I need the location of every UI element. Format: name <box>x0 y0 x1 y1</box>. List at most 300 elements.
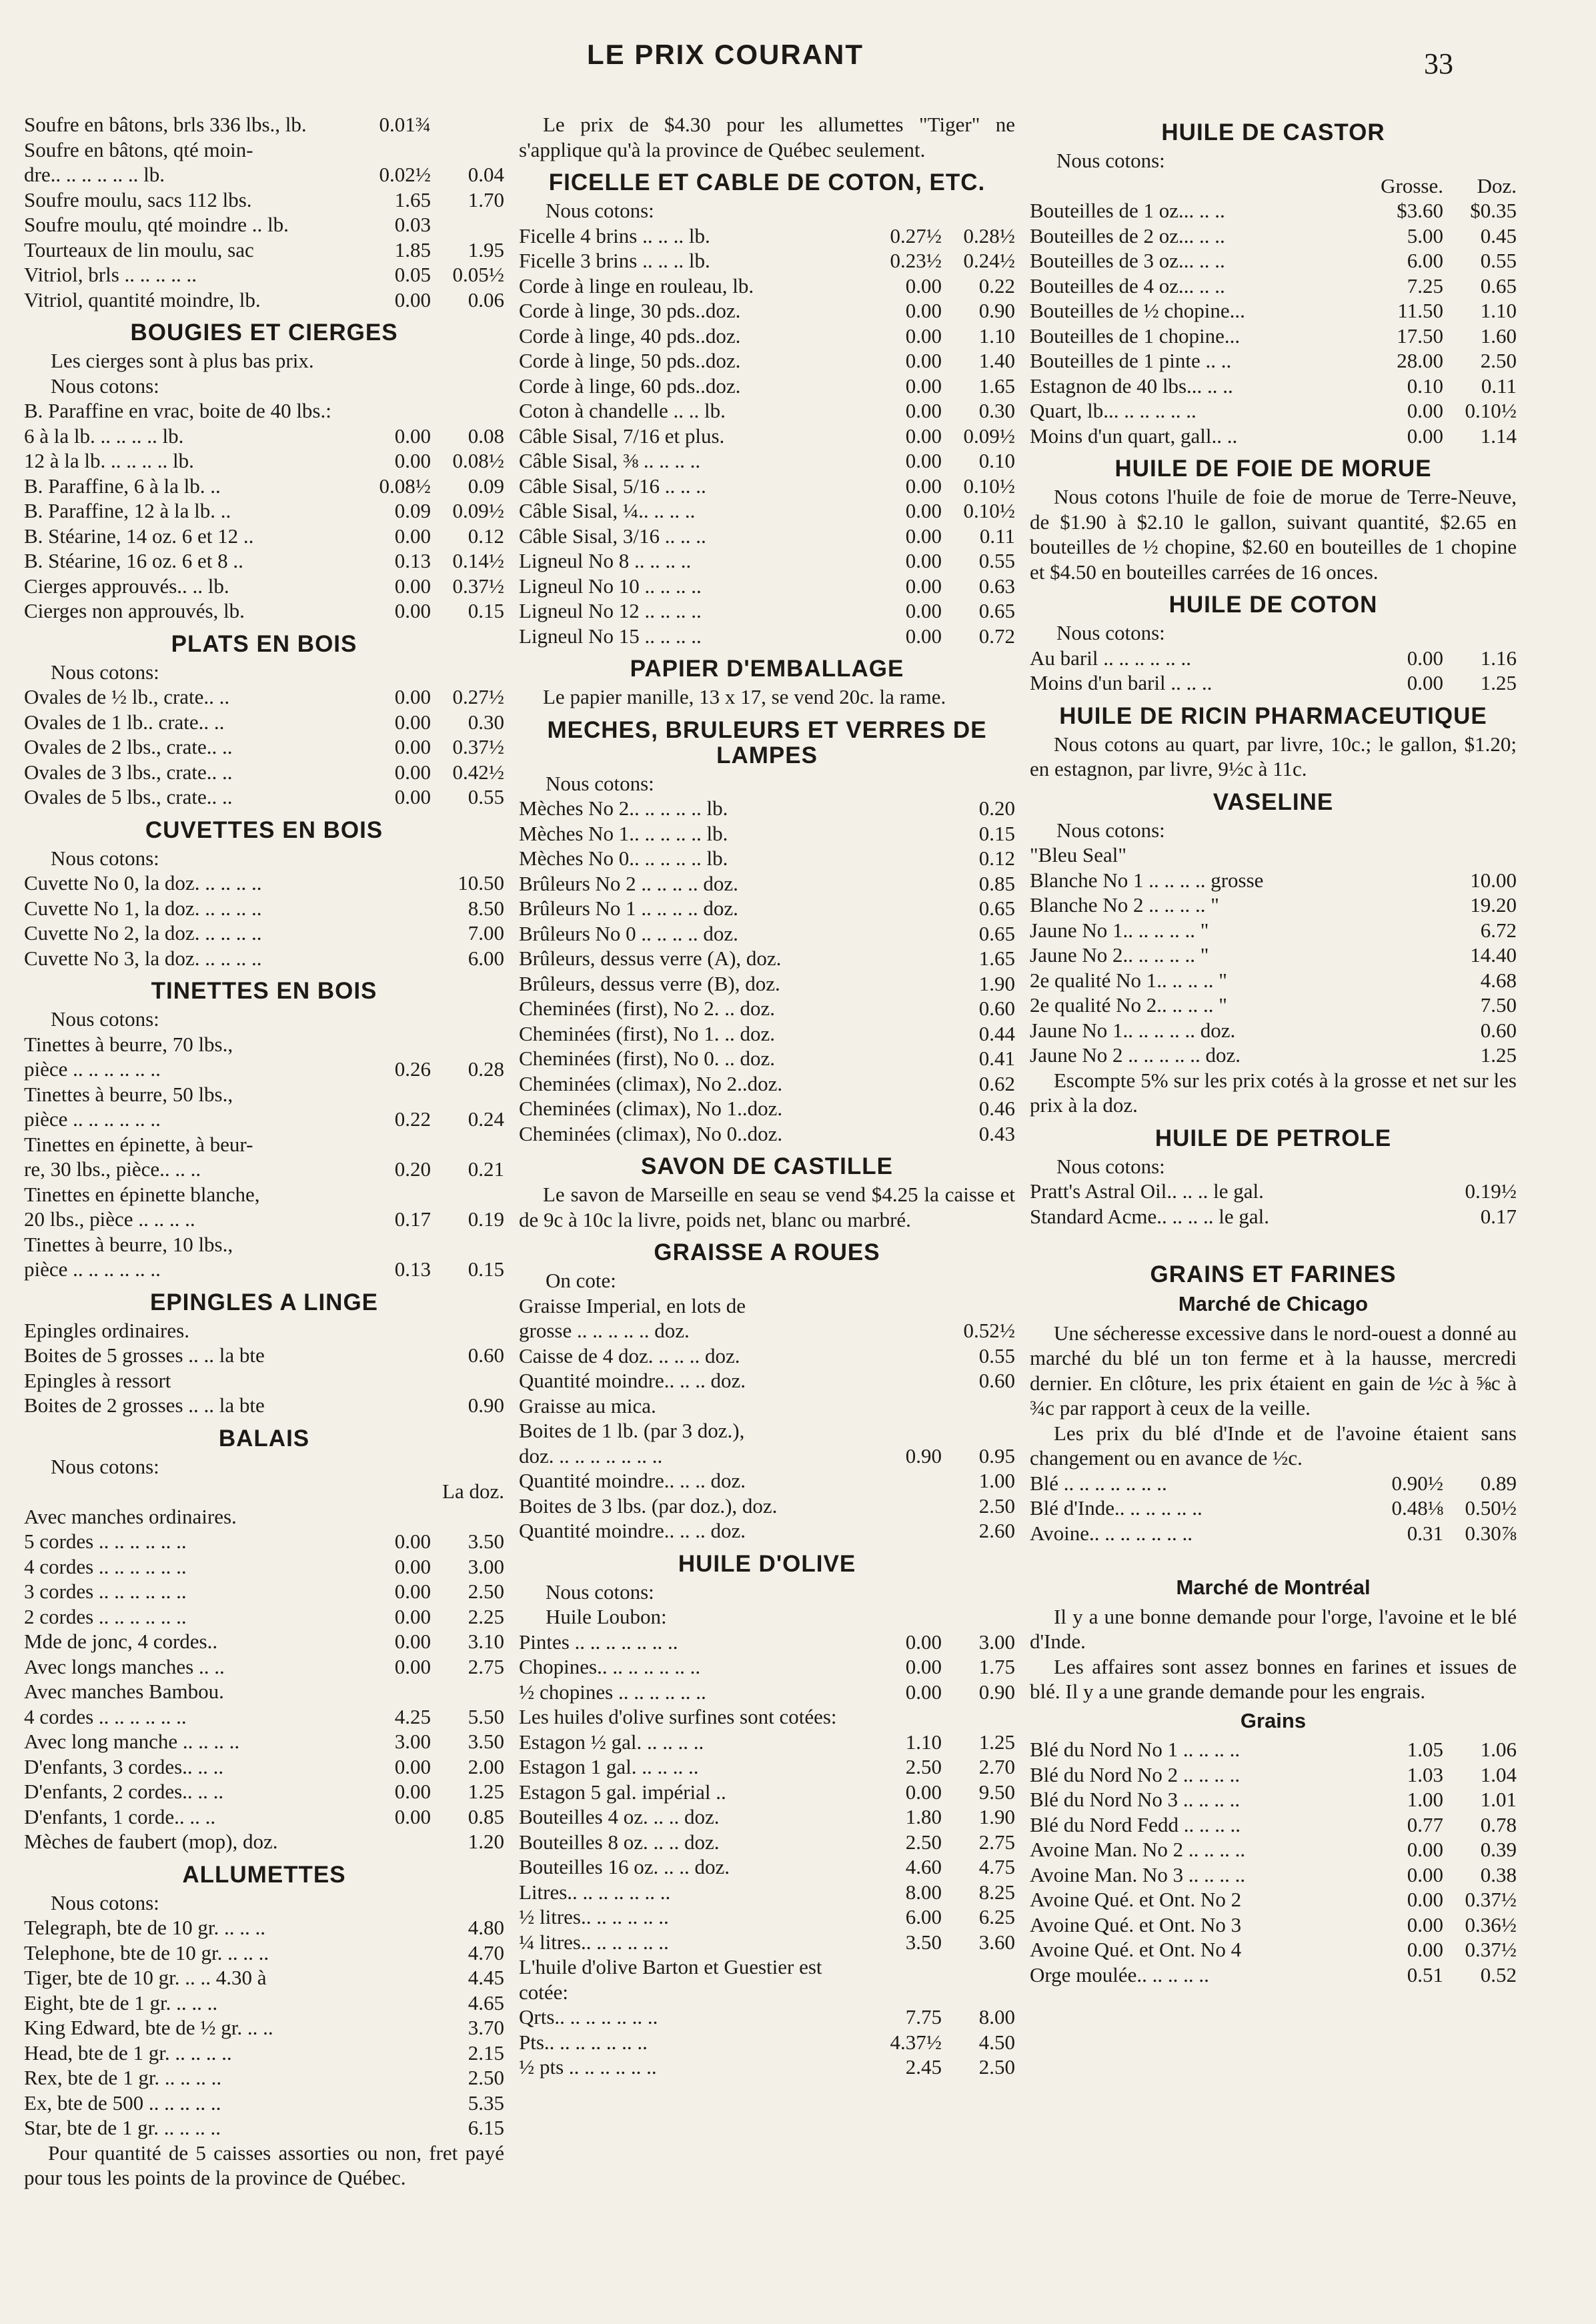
section-heading: HUILE DE CASTOR <box>1161 119 1385 145</box>
price-row <box>519 871 1015 897</box>
item-label: ½ litres.. .. .. .. .. .. <box>519 1905 669 1928</box>
price-row <box>24 2015 504 2041</box>
item-price: 7.50 <box>1480 993 1517 1017</box>
price-row <box>24 1829 504 1854</box>
price-column-header <box>1030 173 1517 199</box>
price-column-label: Grosse. <box>1381 173 1443 197</box>
price-row <box>1030 298 1517 324</box>
item-price: 5.00 <box>1407 223 1443 247</box>
item-price <box>1370 1179 1443 1204</box>
item-label: Bouteilles de 1 chopine... <box>1030 324 1241 348</box>
item-price: 0.09½ <box>963 424 1015 448</box>
item-price <box>1370 943 1443 968</box>
item-label: Au baril .. .. .. .. .. .. <box>1030 646 1191 670</box>
item-price: 0.09 <box>468 474 504 498</box>
intro-line: Nous cotons: <box>51 846 159 870</box>
item-label: Ovales de 3 lbs., crate.. .. <box>24 760 233 784</box>
item-label: Pintes .. .. .. .. .. .. .. <box>519 1630 678 1654</box>
item-label: Coton à chandelle .. .. lb. <box>519 399 726 422</box>
item-price: 0.00 <box>394 1754 431 1778</box>
section-heading: PLATS EN BOIS <box>171 630 357 657</box>
item-price: 2.00 <box>468 1754 504 1778</box>
item-price: 0.00 <box>394 1580 431 1603</box>
price-row <box>1030 198 1517 223</box>
paragraph: Pour quantité de 5 caisses assorties ou non, fret payé pour tous les points de la province de Québec. <box>24 2141 504 2189</box>
price-row <box>1030 374 1517 399</box>
item-label: dre.. .. .. .. .. .. lb. <box>24 163 165 186</box>
price-row <box>1030 398 1517 424</box>
item-price: 14.40 <box>1470 943 1517 967</box>
item-label: Graisse Imperial, en lots de <box>519 1293 746 1317</box>
item-price <box>357 921 431 946</box>
item-price: 0.00 <box>905 324 942 348</box>
item-price: 0.00 <box>905 374 942 398</box>
item-price: 0.00 <box>1407 1838 1443 1861</box>
item-price: 0.00 <box>905 599 942 622</box>
item-price: 0.28 <box>468 1057 504 1081</box>
item-price: 0.30⅞ <box>1465 1521 1517 1545</box>
price-row <box>519 223 1015 249</box>
item-price: 0.10½ <box>1465 399 1517 422</box>
price-row <box>1030 1787 1517 1812</box>
item-price: 10.50 <box>458 871 504 895</box>
item-price: 0.08½ <box>379 474 431 498</box>
item-price: $3.60 <box>1397 199 1443 222</box>
price-row <box>1030 1179 1517 1204</box>
price-row <box>519 2004 1015 2030</box>
market-subheading: Grains <box>1240 1708 1307 1732</box>
price-row <box>24 1257 504 1282</box>
item-label: Avoine Qué. et Ont. No 2 <box>1030 1888 1242 1911</box>
item-price <box>868 1368 942 1393</box>
price-row <box>519 1343 1015 1369</box>
price-row <box>519 574 1015 599</box>
item-label: Ex, bte de 500 .. .. .. .. .. <box>24 2091 221 2115</box>
item-price <box>357 2065 431 2091</box>
item-label: Boites de 5 grosses .. .. la bte <box>24 1343 265 1367</box>
paragraph: Une sécheresse excessive dans le nord-ouest a donné au marché du blé un ton ferme et à la hausse, mercredi dernier. En clôture, les prix étaient en gain de ½c à ⅝c à ¾c par rapport à ceux de la veille. <box>1030 1321 1517 1419</box>
price-row <box>519 1704 1015 1730</box>
price-row <box>1030 993 1517 1018</box>
item-label: Boites de 1 lb. (par 3 doz.), <box>519 1419 745 1442</box>
price-row <box>24 1368 504 1393</box>
price-row <box>24 1082 504 1107</box>
item-price <box>868 1494 942 1519</box>
price-column-label <box>357 1479 431 1504</box>
price-row <box>24 448 504 474</box>
item-price <box>868 821 942 846</box>
item-label: Tiger, bte de 10 gr. .. .. 4.30 à <box>24 1966 267 1989</box>
column-3 <box>1030 112 1517 1987</box>
item-price: 8.00 <box>905 1880 942 1904</box>
price-row <box>519 1904 1015 1930</box>
price-row <box>519 448 1015 474</box>
price-row <box>24 212 504 237</box>
item-label: Jaune No 2 .. .. .. .. .. doz. <box>1030 1043 1241 1067</box>
item-label: Quantité moindre.. .. .. doz. <box>519 1369 746 1392</box>
price-row <box>519 896 1015 921</box>
item-price: 1.25 <box>1480 1043 1517 1067</box>
price-row <box>24 1504 504 1530</box>
item-price: 0.00 <box>905 299 942 322</box>
price-row <box>519 324 1015 349</box>
item-label: D'enfants, 2 cordes.. .. .. <box>24 1780 224 1803</box>
item-price: 1.40 <box>978 349 1015 372</box>
paragraph: Il y a une bonne demande pour l'orge, l'avoine et le blé d'Inde. <box>1030 1604 1517 1653</box>
item-price: 0.19½ <box>1465 1179 1517 1203</box>
item-label: Câble Sisal, 7/16 et plus. <box>519 424 725 448</box>
item-price: 1.03 <box>1407 1762 1443 1786</box>
item-label: Cheminées (climax), No 1..doz. <box>519 1097 783 1120</box>
section-heading: BOUGIES ET CIERGES <box>130 320 398 346</box>
item-price <box>868 896 942 921</box>
item-price: 0.19 <box>468 1207 504 1231</box>
section-heading: HUILE DE RICIN PHARMACEUTIQUE <box>1059 702 1487 729</box>
item-label: Blanche No 1 .. .. .. .. grosse <box>1030 868 1264 892</box>
item-price <box>1370 993 1443 1018</box>
item-price <box>1370 1043 1443 1068</box>
item-label: Cheminées (climax), No 2..doz. <box>519 1071 783 1095</box>
item-label: Tourteaux de lin moulu, sac <box>24 237 254 261</box>
item-label: Tinettes en épinette blanche, <box>24 1182 260 1206</box>
section-heading: HUILE DE PETROLE <box>1154 1125 1392 1151</box>
item-price: 0.22 <box>394 1107 431 1131</box>
paragraph: Nous cotons au quart, par livre, 10c.; le gallon, $1.20; en estagnon, par livre, 9½c à 11c. <box>1030 732 1517 780</box>
price-row <box>519 248 1015 273</box>
price-row <box>519 1368 1015 1393</box>
item-price: 1.65 <box>394 187 431 211</box>
item-price: 0.00 <box>1407 1862 1443 1886</box>
price-row <box>519 1071 1015 1097</box>
item-price: 8.00 <box>978 2005 1015 2028</box>
item-price: 0.89 <box>1480 1471 1517 1495</box>
section-heading: CUVETTES EN BOIS <box>145 816 383 843</box>
price-row <box>1030 1912 1517 1938</box>
price-row <box>519 298 1015 324</box>
item-price: 0.00 <box>1407 1912 1443 1936</box>
item-price: 0.15 <box>468 1257 504 1281</box>
item-price: 0.00 <box>905 1780 942 1804</box>
section-heading: VASELINE <box>1213 788 1334 815</box>
price-row <box>519 1654 1015 1680</box>
item-price: 1.65 <box>978 374 1015 398</box>
item-price <box>357 2091 431 2116</box>
market-subheading: Marché de Chicago <box>1178 1292 1369 1315</box>
price-row <box>24 237 504 263</box>
item-label: Corde à linge en rouleau, lb. <box>519 273 754 298</box>
item-price: 1.90 <box>978 1805 1015 1828</box>
item-label: Ficelle 4 brins .. .. .. lb. <box>519 223 710 247</box>
item-price: $0.35 <box>1470 199 1517 222</box>
item-label: Jaune No 1.. .. .. .. .. doz. <box>1030 1018 1236 1042</box>
price-column-label: Doz. <box>1477 173 1517 197</box>
section-heading: TINETTES EN BOIS <box>151 978 377 1004</box>
item-price: 2.15 <box>468 2041 504 2065</box>
item-price: 0.03 <box>394 213 431 236</box>
item-price: 0.55 <box>1480 249 1517 272</box>
item-label: Orge moulée.. .. .. .. .. <box>1030 1962 1209 1986</box>
item-price: 0.28½ <box>963 223 1015 247</box>
item-label: L'huile d'olive Barton et Guestier est <box>519 1955 822 1978</box>
price-row <box>519 1830 1015 1855</box>
item-price: 3.00 <box>978 1630 1015 1654</box>
item-price: 4.45 <box>468 1966 504 1989</box>
intro-line: Nous cotons: <box>51 660 159 684</box>
item-price: 0.24½ <box>963 249 1015 272</box>
item-label: Boites de 3 lbs. (par doz.), doz. <box>519 1494 778 1518</box>
item-price: 4.75 <box>978 1855 1015 1878</box>
price-row <box>1030 1521 1517 1546</box>
item-price: 0.00 <box>394 760 431 784</box>
item-label: Mde de jonc, 4 cordes.. <box>24 1630 218 1653</box>
item-price <box>357 2041 431 2066</box>
item-price: 1.14 <box>1480 424 1517 448</box>
item-label: Bouteilles de 1 pinte .. .. <box>1030 349 1232 372</box>
price-row <box>519 1494 1015 1519</box>
price-row <box>24 162 504 187</box>
item-price: 0.10½ <box>963 474 1015 498</box>
section-heading: MECHES, BRULEURS ET VERRES DE LAMPES <box>547 716 987 768</box>
item-label: Bouteilles de 2 oz... .. .. <box>1030 223 1225 247</box>
item-price: 1.00 <box>978 1469 1015 1492</box>
item-price: 0.00 <box>394 1804 431 1828</box>
item-price: 1.01 <box>1480 1788 1517 1811</box>
item-label: Câble Sisal, 5/16 .. .. .. <box>519 474 706 498</box>
item-price: 2.75 <box>468 1654 504 1678</box>
price-row <box>519 1680 1015 1705</box>
item-label: B. Paraffine, 6 à la lb. .. <box>24 474 221 498</box>
price-row <box>519 1980 1015 2005</box>
item-label: Blé du Nord No 2 .. .. .. .. <box>1030 1762 1241 1786</box>
item-price: 0.00 <box>905 549 942 572</box>
section-heading: GRAISSE A ROUES <box>654 1239 880 1265</box>
item-price: 17.50 <box>1397 324 1443 348</box>
item-label: Graisse au mica. <box>519 1393 656 1417</box>
item-price: 0.51 <box>1407 1962 1443 1986</box>
price-row <box>24 1704 504 1730</box>
price-row <box>519 2030 1015 2055</box>
item-label: Ficelle 3 brins .. .. .. lb. <box>519 249 710 272</box>
price-row <box>24 187 504 213</box>
price-row <box>519 1930 1015 1955</box>
item-price: 0.60 <box>468 1343 504 1367</box>
item-price: 0.00 <box>394 735 431 758</box>
item-price: 4.65 <box>468 1990 504 2014</box>
item-label: Litres.. .. .. .. .. .. .. <box>519 1880 671 1904</box>
item-label: grosse .. .. .. .. .. doz. <box>519 1319 690 1342</box>
item-price: 0.78 <box>1480 1812 1517 1836</box>
price-row <box>24 1629 504 1654</box>
intro-line: Nous cotons: <box>546 1580 654 1604</box>
item-price: 0.17 <box>1480 1204 1517 1228</box>
item-price: 0.08 <box>468 424 504 448</box>
item-label: Caisse de 4 doz. .. .. .. doz. <box>519 1343 740 1367</box>
price-row <box>1030 918 1517 943</box>
item-label: Blanche No 2 .. .. .. .. " <box>1030 893 1219 917</box>
item-label: 3 cordes .. .. .. .. .. .. <box>24 1580 187 1603</box>
price-row <box>24 1915 504 1940</box>
price-row <box>24 784 504 810</box>
item-price <box>868 921 942 947</box>
item-price: 0.00 <box>905 273 942 298</box>
price-row <box>519 1518 1015 1544</box>
item-price: 0.00 <box>394 685 431 708</box>
item-price: 0.90 <box>905 1443 942 1468</box>
price-row <box>24 1232 504 1257</box>
item-price: 0.46 <box>978 1097 1015 1120</box>
price-row <box>24 474 504 499</box>
item-label: Ovales de 2 lbs., crate.. .. <box>24 735 233 758</box>
price-row <box>519 996 1015 1021</box>
item-label: Avoine Man. No 2 .. .. .. .. <box>1030 1838 1246 1861</box>
price-row <box>519 1293 1015 1319</box>
price-row <box>1030 646 1517 671</box>
price-row <box>24 710 504 735</box>
item-price <box>357 896 431 921</box>
item-price: 0.23½ <box>890 249 942 272</box>
item-label: Soufre en bâtons, brls 336 lbs., lb. <box>24 113 307 136</box>
section-heading: ALLUMETTES <box>182 1861 346 1888</box>
item-price <box>868 1046 942 1071</box>
item-label: Estagon 5 gal. impérial .. <box>519 1780 726 1804</box>
price-row <box>24 2041 504 2066</box>
price-row <box>1030 968 1517 993</box>
item-price: 0.77 <box>1407 1812 1443 1836</box>
item-label: Estagnon de 40 lbs... .. .. <box>1030 374 1233 398</box>
item-price: 4.50 <box>978 2030 1015 2054</box>
price-row <box>1030 943 1517 968</box>
market-subheading: Marché de Montréal <box>1176 1576 1371 1599</box>
item-label: Avoine.. .. .. .. .. .. .. <box>1030 1521 1192 1545</box>
item-label: Cuvette No 3, la doz. .. .. .. .. <box>24 946 262 970</box>
price-row <box>24 1554 504 1580</box>
item-price <box>1370 918 1443 943</box>
price-row <box>24 1804 504 1830</box>
item-price: 0.02½ <box>379 163 431 186</box>
item-price: 2.50 <box>978 2055 1015 2079</box>
item-label: ½ chopines .. .. .. .. .. .. <box>519 1680 706 1704</box>
item-price: 1.95 <box>468 237 504 261</box>
item-price: 11.50 <box>1397 299 1443 322</box>
price-row <box>1030 424 1517 449</box>
item-label: Brûleurs, dessus verre (B), doz. <box>519 971 780 995</box>
item-price: 0.24 <box>468 1107 504 1131</box>
item-price: 0.00 <box>394 1780 431 1803</box>
price-row <box>1030 670 1517 696</box>
price-row <box>519 1096 1015 1121</box>
price-row <box>24 524 504 549</box>
item-label: Pts.. .. .. .. .. .. .. <box>519 2030 648 2054</box>
paragraph: Le prix de $4.30 pour les allumettes "Tiger" ne s'applique qu'à la province de Québec seulement. <box>519 113 1015 161</box>
intro-line: On cote: <box>546 1269 616 1292</box>
item-label: Soufre en bâtons, qté moin- <box>24 137 253 161</box>
item-price: 0.00 <box>394 785 431 808</box>
price-row <box>24 1529 504 1554</box>
item-price: 2.50 <box>468 2066 504 2089</box>
price-row <box>24 684 504 710</box>
price-row <box>24 1779 504 1804</box>
item-price: 0.00 <box>394 1604 431 1628</box>
item-price <box>868 1021 942 1047</box>
item-label: D'enfants, 1 corde.. .. .. <box>24 1804 216 1828</box>
item-label: Blé du Nord Fedd .. .. .. .. <box>1030 1812 1241 1836</box>
item-price <box>431 112 504 137</box>
item-price: 0.04 <box>468 163 504 186</box>
item-price: 2.25 <box>468 1604 504 1628</box>
item-label: Soufre moulu, sacs 112 lbs. <box>24 187 252 211</box>
item-label: Quantité moindre.. .. .. doz. <box>519 1469 746 1492</box>
price-row <box>519 524 1015 549</box>
item-label: Câble Sisal, ⅜ .. .. .. .. <box>519 449 701 472</box>
price-row <box>24 1182 504 1207</box>
price-row <box>24 1754 504 1780</box>
item-price <box>868 1318 942 1343</box>
item-price: 1.80 <box>905 1805 942 1828</box>
item-price: 0.37½ <box>452 735 504 758</box>
item-label: Corde à linge, 30 pds..doz. <box>519 299 741 322</box>
price-row <box>1030 1762 1517 1788</box>
item-price: 3.00 <box>394 1730 431 1753</box>
paragraph: Nous cotons l'huile de foie de morue de Terre-Neuve, de $1.90 à $2.10 le gallon, suivant quantité, $2.65 en bouteilles de ½ chopine, $2.60 en bouteilles de 1 chopine et $4.50 en bouteilles carrées de 16 onces. <box>1030 485 1517 584</box>
item-price: 0.39 <box>1480 1838 1517 1861</box>
item-price: 0.43 <box>978 1121 1015 1145</box>
page-number: 33 <box>1424 47 1453 80</box>
item-price: 2.70 <box>978 1755 1015 1778</box>
item-label: Avoine Man. No 3 .. .. .. .. <box>1030 1862 1246 1886</box>
item-label: Jaune No 1.. .. .. .. .. " <box>1030 918 1209 942</box>
item-price: 0.90 <box>978 299 1015 322</box>
section-heading: EPINGLES A LINGE <box>149 1289 379 1315</box>
price-row <box>1030 1962 1517 1988</box>
price-row <box>519 1854 1015 1880</box>
price-row <box>24 760 504 785</box>
item-price: 3.70 <box>468 2016 504 2039</box>
price-row <box>519 971 1015 997</box>
intro-line: Nous cotons: <box>1056 1154 1165 1178</box>
item-label: Cheminées (first), No 2. .. doz. <box>519 997 775 1020</box>
item-price: 0.00 <box>394 287 431 312</box>
price-row <box>1030 1837 1517 1862</box>
price-row <box>1030 1937 1517 1962</box>
item-price: 1.10 <box>978 324 1015 348</box>
price-row <box>24 1393 504 1418</box>
item-price: 0.30 <box>468 710 504 734</box>
price-row <box>24 424 504 449</box>
item-label: Câble Sisal, ¼.. .. .. .. <box>519 499 696 522</box>
item-price <box>868 1518 942 1544</box>
item-price: 6.72 <box>1480 918 1517 942</box>
price-row <box>24 896 504 921</box>
price-row <box>24 1604 504 1630</box>
item-price: 4.37½ <box>890 2030 942 2054</box>
item-label: Blé du Nord No 1 .. .. .. .. <box>1030 1738 1241 1761</box>
item-label: Cuvette No 1, la doz. .. .. .. .. <box>24 896 262 920</box>
item-price: 2.50 <box>905 1755 942 1778</box>
item-price <box>357 1915 431 1940</box>
item-label: Standard Acme.. .. .. .. le gal. <box>1030 1204 1269 1228</box>
item-price: 0.00 <box>1407 399 1443 422</box>
item-label: 6 à la lb. .. .. .. .. lb. <box>24 424 184 448</box>
intro-line: Nous cotons: <box>1056 621 1165 644</box>
price-row <box>1030 1737 1517 1762</box>
item-label: "Bleu Seal" <box>1030 843 1126 866</box>
item-price: 6.25 <box>978 1905 1015 1928</box>
item-price: 0.10½ <box>963 499 1015 522</box>
item-price: 0.00 <box>394 574 431 598</box>
item-price: 0.21 <box>468 1157 504 1181</box>
item-label: Ligneul No 8 .. .. .. .. <box>519 549 692 572</box>
price-row <box>1030 324 1517 349</box>
